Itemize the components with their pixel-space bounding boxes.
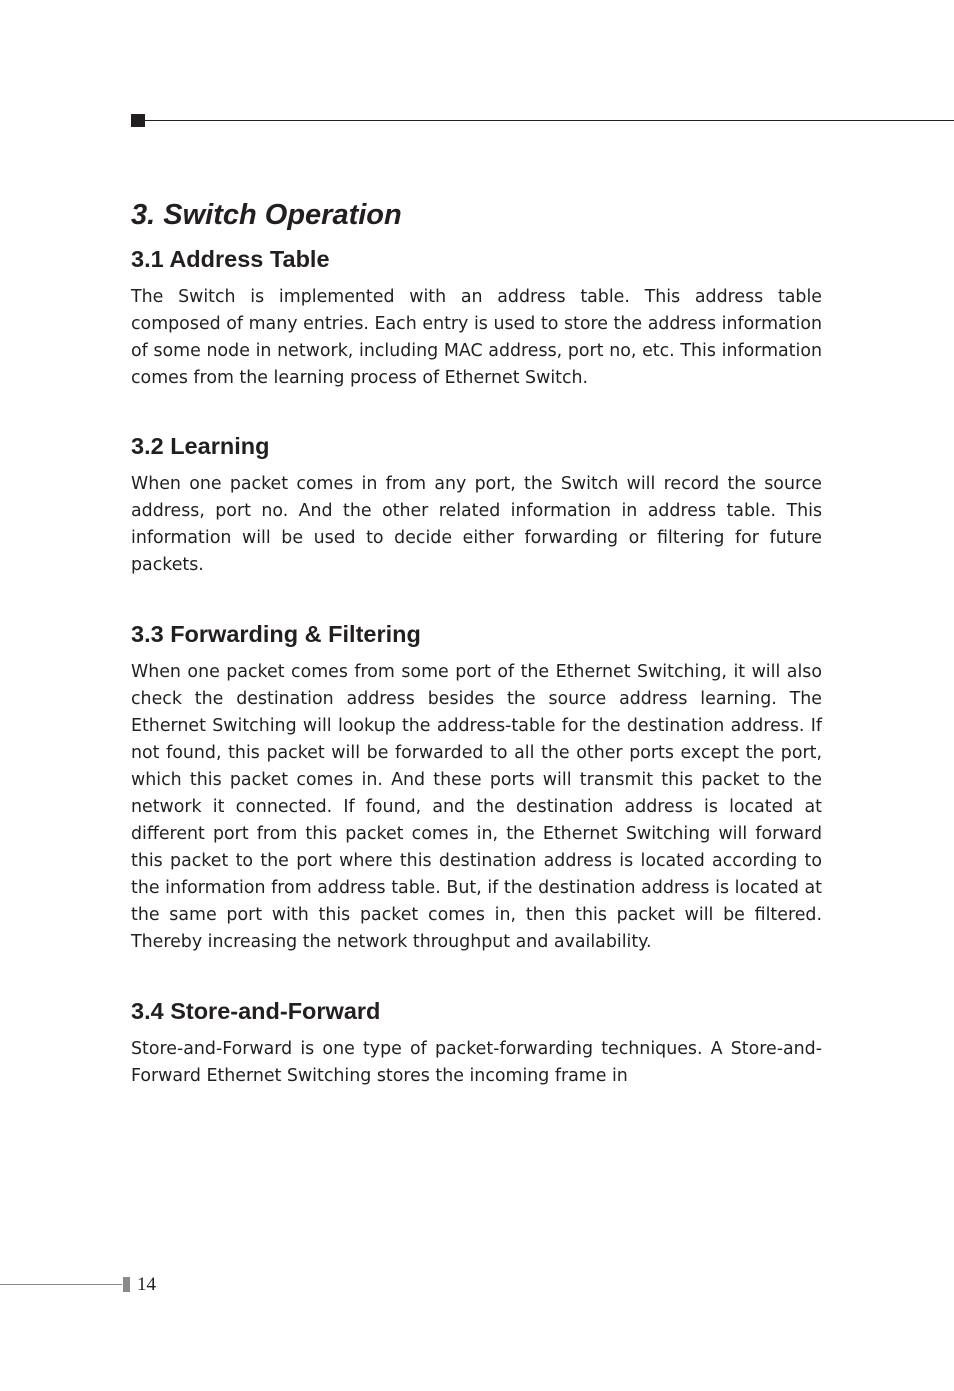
page-number: 14 — [137, 1274, 156, 1295]
section-body: Store-and-Forward is one type of packet-forwarding techniques. A Store-and-Forward Ethernet Switching stores the incoming frame in — [131, 1039, 822, 1086]
header-marker — [131, 114, 145, 127]
section-heading: 3.1 Address Table — [131, 246, 330, 272]
footer-rule — [0, 1284, 122, 1285]
footer-marker — [123, 1277, 130, 1292]
page-content — [131, 193, 822, 1090]
section-body: The Switch is implemented with an address table. This address table composed of many entries. Each entry is used to store the address information of some node in network, including MAC address, port no, etc. This information comes from the learning process of Ethernet Switch. — [131, 287, 822, 388]
section-store-and-forward — [131, 996, 822, 1090]
chapter-title: 3. Switch Operation — [131, 199, 402, 231]
section-heading: 3.2 Learning — [131, 433, 270, 459]
section-forwarding-filtering — [131, 619, 822, 956]
section-heading: 3.3 Forwarding & Filtering — [131, 621, 421, 647]
section-address-table — [131, 244, 822, 392]
section-body: When one packet comes from some port of the Ethernet Switching, it will also check the destination address besides the source address learning. The Ethernet Switching will lookup the address-table for the destination address. If not found, this packet will be forwarded to all the other ports except the port, which this packet comes in. And these ports will transmit this packet to the network it connected. If found, and the destination address is located at different port from this packet comes in, the Ethernet Switching will forward this packet to the port where this destination address is located according to the information from address table. But, if the destination address is located at the same port with this packet comes in, then this packet will be filtered. Thereby increasing the network throughput and availability. — [131, 662, 822, 952]
section-heading: 3.4 Store-and-Forward — [131, 998, 381, 1024]
header-rule — [131, 120, 954, 121]
section-learning — [131, 431, 822, 579]
section-body: When one packet comes in from any port, the Switch will record the source address, port no. And the other related information in address table. This information will be used to decide either forwarding or filtering for future packets. — [131, 474, 822, 575]
